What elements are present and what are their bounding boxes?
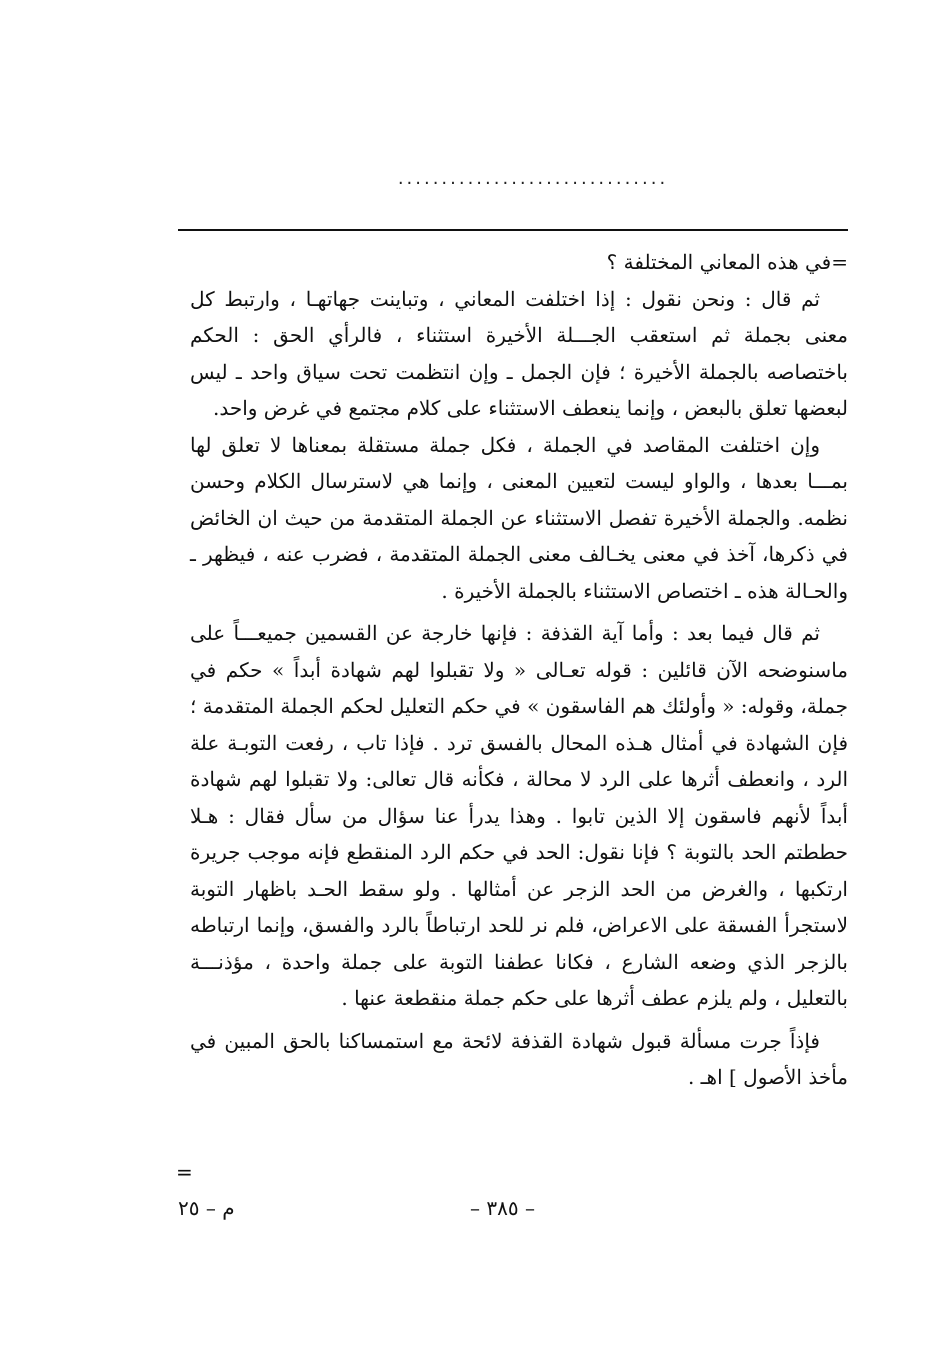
signature-mark: م – ٢٥ (178, 1196, 235, 1220)
paragraph-4: فإذاً جرت مسألة قبول شهادة القذفة لائحة مع استمساكنا بالحق المبين في مأخذ الأصول ] اهـ . (190, 1028, 848, 1089)
main-text (190, 244, 848, 1096)
ornament-dots: ............................... (397, 168, 669, 189)
page-footer (0, 1196, 941, 1226)
page-number: – ٣٨٥ – (470, 1196, 535, 1220)
header-rule (178, 229, 848, 231)
paragraph-1: ثم قال : ونحن نقول : إذا اختلفت المعاني ، وتباينت جهاتهـا ، وارتبط كل معنى بجملة ثم استعقب الجـــلة الأخيرة استثناء ، فالرأي الحق : الحكم باختصاصه بالجملة الأخيرة ؛ فإن الجمل ـ وإن انتظمت تحت سياق واحد ـ ليس لبعضها تعلق بالبعض ، وإنما ينعطف الاستثناء على كلام مجتمع في غرض واحد. (190, 286, 848, 420)
paragraph-3: ثم قال فيما بعد : وأما آية القذفة : فإنها خارجة عن القسمين جميعـــاً على ماسنوضحه الآن قائلين : قوله تعـالى « ولا تقبلوا لهم شهادة أبداً » حكم في جملة، وقوله: « وأولئك هم الفاسقون » في حكم التعليل لحكم الجملة المتقدمة ؛ فإن الشهادة في أمثال هـذه المحال بالفسق ترد . فإذا تاب ، رفعت التوبـة علة الرد ، وانعطف أثرها على الرد لا محالة ، فكأنه قال تعالى: ولا تقبلوا لهم شهادة أبداً لأنهم فاسقون إلا الذين تابوا . وهذا يدرأ عنا سؤال من سأل فقال : هـلا حططتم الحد بالتوبة ؟ فإنا نقول: الحد في حكم الرد المنقطع فإنه موجب جريرة ارتكبها ، والغرض من الحد الزجر عن أمثالها . ولو سقط الحـد باظهار التوبة لاستجرأ الفسقة على الاعراض، فلم نر للحد ارتباطاً بالرد والفسق، وإنما ارتباطه بالزجر الذي وضعه الشارع ، فكانا عطفنا التوبة على جملة واحدة ، مؤذنـــة بالتعليل ، ولم يلزم عطف أثرها على حكم جملة منقطعة عنها . (190, 621, 848, 1010)
continuation-mark: = (176, 1160, 193, 1184)
paragraph-2: وإن اختلفت المقاصد في الجملة ، فكل جملة مستقلة بمعناها لا تعلق لها بمـــا بعدها ، والواو ليست لتعيين المعنى ، وإنما هي لاسترسال الكلام وحسن نظمه. والجملة الأخيرة تفصل الاستثناء عن الجملة المتقدمة من حيث ان الخائض في ذكرها، آخذ في معنى يخـالف معنى الجملة المتقدمة ، فضرب عنه ، فيظهر ـ والحـالة هذه ـ اختصاص الاستثناء بالجملة الأخيرة . (190, 432, 848, 603)
paragraph-continuation: =في هذه المعاني المختلفة ؟ (606, 250, 848, 274)
